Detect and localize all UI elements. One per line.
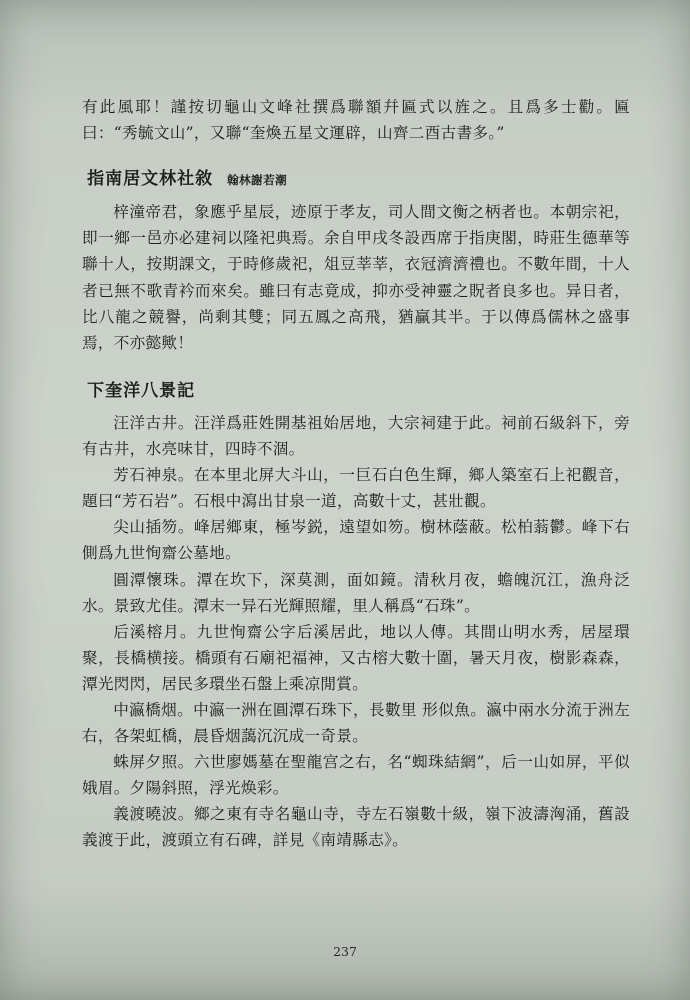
page-number: 237 xyxy=(333,944,357,959)
intro-paragraph: 有此風耶！謹按切龜山文峰社撰爲聯額幷匾式以旌之。且爲多士勸。匾曰：“秀毓文山”，又聯“奎煥五星文運辟，山齊二酉古書多。” xyxy=(82,98,630,143)
scene-paragraph: 后溪榕月。九世恂齋公字后溪居此，地以人傳。其間山明水秀，居屋環聚，長橋横接。橋頭有石廟祀福神，又古榕大數十圍，暑天月夜，樹影森森，潭光閃閃，居民多環坐石盤上乘凉閒賞。 xyxy=(82,622,630,693)
page-content xyxy=(82,94,630,854)
scene-paragraph: 義渡曉波。鄉之東有寺名龜山寺，寺左石嶺數十級，嶺下波濤洶涌，舊設義渡于此，渡頭立有石碑，詳見《南靖縣志》。 xyxy=(82,805,630,850)
section-heading-wenlin-she xyxy=(82,166,630,193)
scene-paragraph: 尖山插笏。峰居鄉東，極岑鋭，遠望如笏。樹林蔭蔽。松柏蓊鬱。峰下右側爲九世恂齋公墓地。 xyxy=(82,518,630,563)
scene-paragraph: 蛛屏夕照。六世廖媽墓在聖龍宫之右，名“蜘珠結網”，后一山如屏，平似娥眉。夕陽斜照，浮光焕彩。 xyxy=(82,753,630,798)
section-author: 翰林謝若潮 xyxy=(227,173,288,188)
scene-paragraph: 汪洋古井。汪洋爲莊姓開基祖始居地，大宗祠建于此。祠前石級斜下，旁有古井，水亮味甘，四時不涸。 xyxy=(82,413,630,459)
section-title: 指南居文林社敘 xyxy=(87,169,214,190)
scene-paragraph: 圓潭懷珠。潭在坎下，深莫測，面如鏡。清秋月夜，蟾魄沉江，漁舟泛水。景致尤佳。潭末一异石光輝照耀，里人稱爲“石珠”。 xyxy=(82,570,630,615)
section-paragraph: 梓潼帝君，象應乎星辰，迹原于孝友，司人間文衡之柄者也。本朝宗祀，即一鄉一邑亦必建祠以隆祀典焉。余自甲戌冬設西席于指庚閣，時莊生德華等聯十人，按期課文，于時修歲祀，俎豆莘莘，衣冠濟濟禮也。不數年間，十人者已無不歌青衿而來矣。雖曰有志竟成，抑亦受神靈之貺者良多也。异日者，比八龍之競譽，尚剩其雙；同五鳳之高飛，猶贏其半。于以傳爲儒林之盛事焉，不亦懿歟！ xyxy=(82,203,630,352)
scene-paragraph: 中瀛橋烟。中瀛一洲在圓潭石珠下，長數里 形似魚。瀛中兩水分流于洲左右，各架虹橋，晨昏烟藹沉沉成一奇景。 xyxy=(82,700,630,746)
section-heading-eight-scenes xyxy=(82,378,630,404)
scene-paragraph: 芳石神泉。在本里北屏大斗山，一巨石白色生輝，鄉人築室石上祀觀音，題曰“芳石岩”。石根中瀉出甘泉一道，高數十丈，甚壯觀。 xyxy=(82,466,630,511)
section-title: 下奎洋八景記 xyxy=(87,380,196,401)
